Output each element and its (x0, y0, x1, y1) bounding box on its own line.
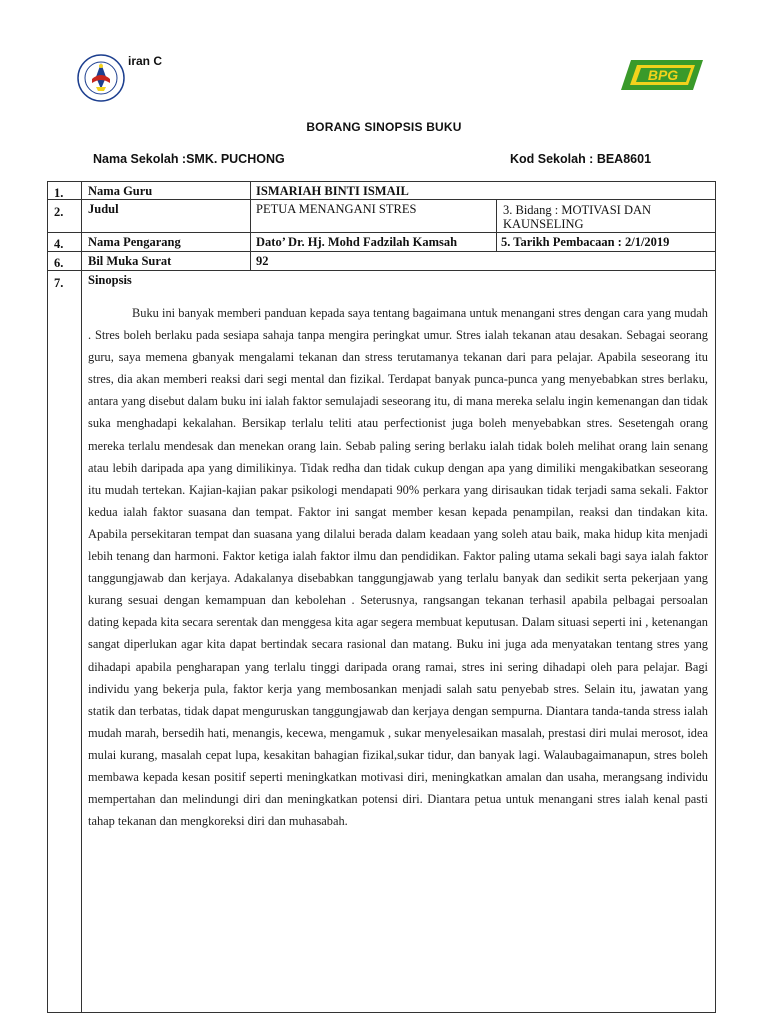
appendix-label: iran C (128, 54, 163, 68)
page-count: 92 (256, 254, 269, 268)
row-number: 6. (54, 256, 64, 270)
row-number: 4. (54, 237, 64, 251)
row-number: 1. (54, 186, 64, 200)
synopsis-paragraph: Buku ini banyak memberi panduan kepada saya tentang bagaimana untuk menangani stres dengan cara yang mudah . Stres boleh berlaku pada sesiapa sahaja tanpa mengira peringkat umur. Stres ialah tekanan atau desakan. Sebagai seorang guru, saya memena gbanyak mengalami tekanan dan stress terutamanya tekanan dari para pelajar. Apabila seseorang itu stres, dia akan memberi reaksi dari segi mental dan fizikal. Terdapat banyak punca-punca yang menyebabkan stres berlaku, antara yang disebut dalam buku ini ialah faktor semulajadi seseorang itu, di mana mereka selalu ingin kemenangan dan tidak suka menghadapi kekalahan. Bersikap terlalu teliti atau perfectionist juga boleh menyebabkan stres. Sesetengah orang mereka terlalu mendesak dan menekan orang lain. Sebab paling sering berlaku ialah tidak boleh melihat orang lain senang atau lebih daripada apa yang dimilikinya. Tidak redha dan tidak cukup dengan apa yang dimiliki mengakibatkan seseorang itu mudah tertekan. Kajian-kajian pakar psikologi mendapati 90% perkara yang dirisaukan tidak terjadi sama sekali. Faktor kedua ialah faktor suasana dan tempat. Faktor ini sangat member kesan kepada penampilan, reaksi dan tindakan kita. Apabila persekitaran tempat dan suasana yang dilalui berada dalam keadaan yang soleh atau baik, maka hidup kita menjadi lebih tenang dan harmoni. Faktor ketiga ialah faktor ilmu dan pendidikan. Faktor paling utama sekali bagi saya ialah faktor tanggungjawab dan kerjaya. Adakalanya disebabkan tanggungjawab yang terlalu banyak dan sedikit serta pekerjaan yang kurang sesuai dengan kemampuan dan kebolehan . Seterusnya, rangsangan tekanan terhasil apabila pelbagai persoalan dating kepada kita secara serentak dan menggesa kita agar segera membuat keputusan. Dalam situasi seperti ini , ketenangan sangat diperlukan agar kita dapat bertindak secara rasional dan matang. Buku ini juga ada menyatakan tentang stres yang dihadapi apabila pengharapan yang terlalu tinggi daripada orang ramai, stres ini sering dihadapi oleh para pelajar. Bagi individu yang bekerja pula, faktor kerja yang membosankan menjadi salah satu penyebab stres. Selain itu, jawatan yang statik dan terbatas, tidak dapat menguruskan tanggungjawab dan kerjaya dengan sempurna. Diantara tanda-tanda stress ialah mudah marah, bersedih hati, menangis, kecewa, mengamuk , sukar menyelesaikan masalah, prestasi diri mulai merosot, idea mulai kurang, masalah cepat lupa, kesakitan bahagian fizikal,sukar tidur, dan banyak lagi. Walaubagaimanapun, stres boleh membawa kepada kesan positif seperti meningkatkan motivasi diri, meningkatkan amalan dan usaha, merangsang individu mempertahan dan melindungi diri dan meningkatkan potensi diri. Diantara petua untuk menangani stres ialah kenal pasti tahap tekanan dan mengkoreksi diri dan muhasabah. (88, 306, 708, 829)
teacher-name: ISMARIAH BINTI ISMAIL (256, 184, 409, 198)
synopsis-text (88, 302, 708, 832)
book-title: PETUA MENANGANI STRES (256, 202, 417, 216)
form-title: BORANG SINOPSIS BUKU (306, 120, 462, 134)
bpg-logo-text: BPG (647, 67, 679, 83)
row-number: 7. (54, 276, 64, 290)
school-code: Kod Sekolah : BEA8601 (510, 152, 652, 166)
row-number: 2. (54, 205, 64, 219)
label-page-count: Bil Muka Surat (88, 254, 172, 268)
label-author: Nama Pengarang (88, 235, 181, 249)
label-teacher-name: Nama Guru (88, 184, 153, 198)
reading-date: 5. Tarikh Pembacaan : 2/1/2019 (501, 235, 670, 249)
field-category: 3. Bidang : MOTIVASI DAN KAUNSELING (503, 203, 652, 231)
bpg-logo (619, 56, 705, 94)
label-title: Judul (88, 202, 119, 216)
ministry-logo (76, 53, 126, 103)
author-name: Dato’ Dr. Hj. Mohd Fadzilah Kamsah (256, 235, 458, 249)
label-synopsis: Sinopsis (88, 273, 132, 287)
school-name: Nama Sekolah :SMK. PUCHONG (93, 152, 285, 166)
